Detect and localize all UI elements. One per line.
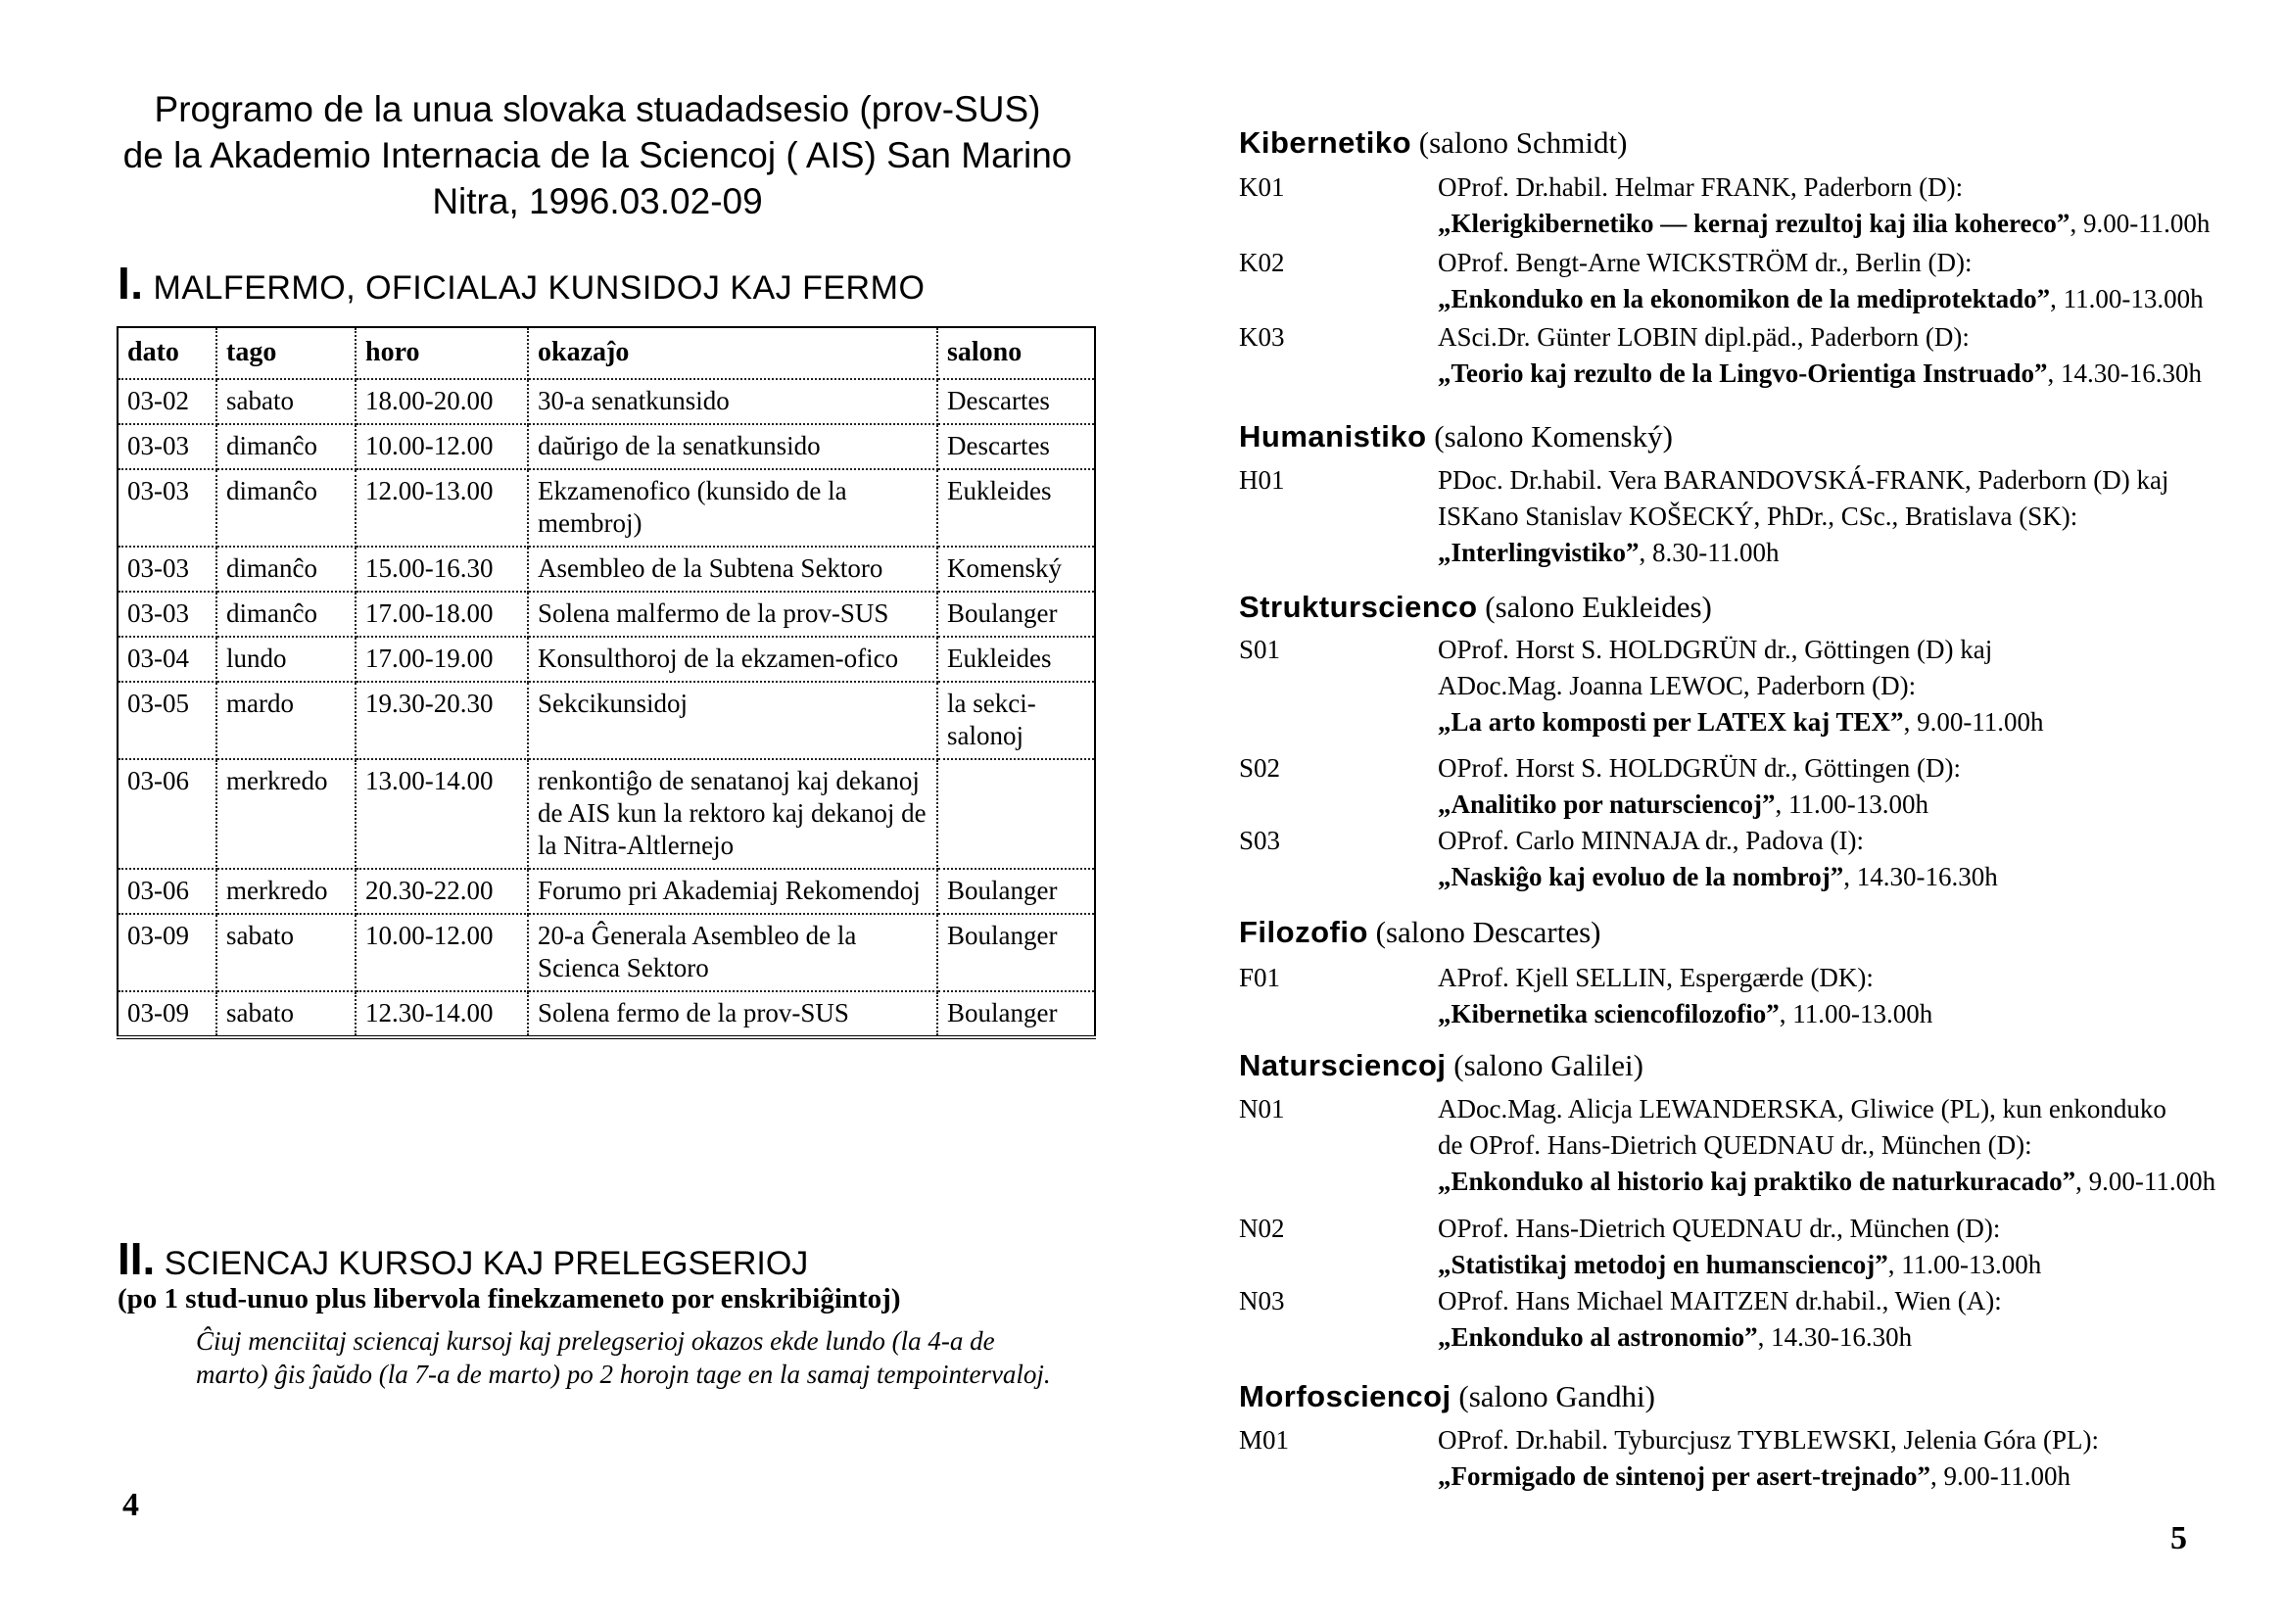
cell-room: la sekci-salonoj [937, 682, 1095, 759]
cell-event: Asembleo de la Subtena Sektoro [528, 547, 937, 592]
course-title-line [1438, 704, 2284, 740]
category-heading [1239, 915, 1600, 950]
page-number-left: 4 [122, 1487, 139, 1523]
lecturer-line: de OProf. Hans-Dietrich QUEDNAU dr., München (D): [1438, 1130, 2032, 1160]
cell-time: 12.30-14.00 [356, 991, 528, 1037]
category-heading [1239, 419, 1673, 454]
schedule-row [118, 592, 1095, 637]
category-heading [1239, 1048, 1643, 1083]
section-2-note: Ĉiuj menciitaj sciencaj kursoj kaj prelegserioj okazos ekde lundo (la 4-a de marto) ĝis ĵaŭdo (la 7-a de marto) po 2 horojn tage en la samaj tempointervaloj. [196, 1326, 1051, 1389]
schedule-row [118, 759, 1095, 869]
header-room: salono [937, 327, 1095, 379]
course-body [1438, 823, 2284, 895]
cell-room: Boulanger [937, 869, 1095, 914]
course-title-line [1438, 206, 2284, 242]
schedule-table [117, 326, 1096, 1039]
cell-day: dimanĉo [216, 424, 356, 469]
cell-day: sabato [216, 914, 356, 991]
category-name: Morfosciencoj [1239, 1379, 1451, 1413]
cell-date: 03-04 [118, 637, 216, 682]
cell-event: renkontiĝo de senatanoj kaj dekanoj de AIS kun la rektoro kaj dekanoj de la Nitra-Altlernejo [528, 759, 937, 869]
cell-room: Komenský [937, 547, 1095, 592]
course-time: , 9.00-11.00h [2070, 209, 2211, 238]
header-day: tago [216, 327, 356, 379]
course-code: S01 [1239, 635, 1281, 664]
cell-event: Konsulthoroj de la ekzamen-ofico [528, 637, 937, 682]
course-code: N03 [1239, 1286, 1285, 1315]
course-title-line [1438, 859, 2284, 895]
course-body [1438, 245, 2284, 317]
section-2-heading [118, 1232, 808, 1285]
lecturer-line: ADoc.Mag. Joanna LEWOC, Paderborn (D): [1438, 671, 1917, 700]
cell-time: 18.00-20.00 [356, 379, 528, 424]
lecturer-line: OProf. Horst S. HOLDGRÜN dr., Göttingen (D) kaj [1438, 635, 1993, 664]
course-title-line [1438, 1164, 2284, 1200]
course-title: „Statistikaj metodoj en humansciencojˮ [1438, 1250, 1888, 1279]
schedule-row [118, 469, 1095, 547]
lecturer-line: AProf. Kjell SELLIN, Espergærde (DK): [1438, 963, 1874, 992]
cell-event: Solena malfermo de la prov-SUS [528, 592, 937, 637]
course-time: , 11.00-13.00h [1887, 1250, 2042, 1279]
cell-date: 03-06 [118, 869, 216, 914]
schedule-row [118, 991, 1095, 1037]
cell-date: 03-09 [118, 914, 216, 991]
course-time: , 8.30-11.00h [1639, 538, 1780, 567]
course-title: „Enkonduko al astronomioˮ [1438, 1322, 1758, 1352]
schedule-row [118, 914, 1095, 991]
cell-date: 03-03 [118, 469, 216, 547]
course-code: F01 [1239, 963, 1281, 992]
course-time: , 11.00-13.00h [2050, 284, 2204, 313]
course-time: , 11.00-13.00h [1775, 789, 1929, 819]
cell-day: dimanĉo [216, 547, 356, 592]
course-title-line [1438, 787, 2284, 823]
course-time: , 9.00-11.00h [1929, 1461, 2070, 1491]
cell-date: 03-05 [118, 682, 216, 759]
schedule-row [118, 424, 1095, 469]
course-body [1438, 1422, 2284, 1495]
course-time: , 9.00-11.00h [1903, 707, 2044, 737]
cell-time: 10.00-12.00 [356, 914, 528, 991]
schedule-row [118, 637, 1095, 682]
cell-room: Boulanger [937, 991, 1095, 1037]
section-2-number: II. [118, 1233, 156, 1284]
course-code: N01 [1239, 1094, 1285, 1123]
category-heading [1239, 125, 1627, 161]
schedule-row [118, 547, 1095, 592]
cell-day: lundo [216, 637, 356, 682]
cell-day: dimanĉo [216, 592, 356, 637]
lecturer-line: OProf. Dr.habil. Tyburcjusz TYBLEWSKI, Jelenia Góra (PL): [1438, 1425, 2099, 1455]
course-body [1438, 1211, 2284, 1283]
program-title-line-2: de la Akademio Internacia de la Sciencoj ( AIS) San Marino [122, 135, 1072, 175]
cell-time: 17.00-18.00 [356, 592, 528, 637]
cell-time: 19.30-20.30 [356, 682, 528, 759]
section-1-title: MALFERMO, OFICIALAJ KUNSIDOJ KAJ FERMO [153, 269, 926, 307]
category-room: (salono Gandhi) [1458, 1379, 1655, 1413]
cell-day: merkredo [216, 759, 356, 869]
course-body [1438, 960, 2284, 1032]
cell-room: Eukleides [937, 469, 1095, 547]
cell-room [937, 759, 1095, 869]
program-title-line-1: Programo de la unua slovaka stuadadsesio (prov-SUS) [154, 89, 1041, 129]
cell-day: sabato [216, 991, 356, 1037]
cell-date: 03-06 [118, 759, 216, 869]
course-title: „La arto komposti per LATEX kaj TEXˮ [1438, 707, 1904, 737]
cell-date: 03-03 [118, 592, 216, 637]
category-name: Kibernetiko [1239, 125, 1412, 160]
course-body [1438, 750, 2284, 823]
schedule-row [118, 379, 1095, 424]
cell-room: Boulanger [937, 592, 1095, 637]
header-event: okazaĵo [528, 327, 937, 379]
lecturer-line: PDoc. Dr.habil. Vera BARANDOVSKÁ-FRANK, Paderborn (D) kaj [1438, 465, 2169, 495]
course-code: N02 [1239, 1214, 1285, 1243]
course-title: „Enkonduko al historio kaj praktiko de naturkuracadoˮ [1438, 1167, 2076, 1196]
cell-day: dimanĉo [216, 469, 356, 547]
course-time: , 14.30-16.30h [1757, 1322, 1913, 1352]
cell-time: 15.00-16.30 [356, 547, 528, 592]
header-time: horo [356, 327, 528, 379]
course-title-line [1438, 1319, 2284, 1356]
course-code: K02 [1239, 248, 1285, 277]
page-number-right: 5 [2170, 1520, 2187, 1556]
category-name: Strukturscienco [1239, 590, 1478, 624]
cell-time: 17.00-19.00 [356, 637, 528, 682]
cell-time: 10.00-12.00 [356, 424, 528, 469]
course-title-line [1438, 535, 2284, 571]
section-2-title: SCIENCAJ KURSOJ KAJ PRELEGSERIOJ [164, 1245, 809, 1282]
cell-event: 30-a senatkunsido [528, 379, 937, 424]
category-heading [1239, 1379, 1655, 1414]
course-title-line [1438, 996, 2284, 1032]
course-body [1438, 1283, 2284, 1356]
lecturer-line: OProf. Hans-Dietrich QUEDNAU dr., München (D): [1438, 1214, 2001, 1243]
course-code: H01 [1239, 465, 1285, 495]
course-code: K03 [1239, 322, 1285, 352]
course-code: S03 [1239, 826, 1281, 855]
course-title: „Kibernetika sciencofilozofioˮ [1438, 999, 1780, 1028]
course-time: , 9.00-11.00h [2075, 1167, 2216, 1196]
course-code: M01 [1239, 1425, 1290, 1455]
schedule-header-row [118, 327, 1095, 379]
course-time: , 14.30-16.30h [1843, 862, 1998, 891]
course-title-line [1438, 281, 2284, 317]
course-title: „Naskiĝo kaj evoluo de la nombrojˮ [1438, 862, 1844, 891]
category-room: (salono Schmidt) [1418, 125, 1628, 160]
right-page [1142, 0, 2284, 1624]
category-room: (salono Eukleides) [1485, 590, 1712, 624]
course-title: „Interlingvistikoˮ [1438, 538, 1640, 567]
cell-room: Eukleides [937, 637, 1095, 682]
category-name: Filozofio [1239, 915, 1368, 949]
category-room: (salono Komenský) [1434, 419, 1673, 454]
course-body [1438, 319, 2284, 392]
course-body [1438, 169, 2284, 242]
lecturer-line: OProf. Hans Michael MAITZEN dr.habil., Wien (A): [1438, 1286, 2002, 1315]
course-title: „Klerigkibernetiko — kernaj rezultoj kaj ilia koherecoˮ [1438, 209, 2070, 238]
course-title: „Formigado de sintenoj per asert-trejnadoˮ [1438, 1461, 1930, 1491]
cell-room: Descartes [937, 379, 1095, 424]
lecturer-line: OProf. Carlo MINNAJA dr., Padova (I): [1438, 826, 1864, 855]
cell-event: Ekzamenofico (kunsido de la membroj) [528, 469, 937, 547]
course-body [1438, 632, 2284, 740]
schedule-row [118, 869, 1095, 914]
cell-date: 03-02 [118, 379, 216, 424]
cell-room: Descartes [937, 424, 1095, 469]
course-code: S02 [1239, 753, 1281, 783]
course-title: „Teorio kaj rezulto de la Lingvo-Orientiga Instruadoˮ [1438, 358, 2048, 388]
lecturer-line: ISKano Stanislav KOŠECKÝ, PhDr., CSc., Bratislava (SK): [1438, 502, 2078, 531]
category-room: (salono Galilei) [1453, 1048, 1643, 1082]
course-title: „Enkonduko en la ekonomikon de la mediprotektadoˮ [1438, 284, 2051, 313]
course-title-line [1438, 356, 2284, 392]
course-title-line [1438, 1247, 2284, 1283]
schedule-row [118, 682, 1095, 759]
course-code: K01 [1239, 172, 1285, 202]
cell-day: sabato [216, 379, 356, 424]
course-time: , 14.30-16.30h [2047, 358, 2203, 388]
lecturer-line: OProf. Dr.habil. Helmar FRANK, Paderborn (D): [1438, 172, 1964, 202]
cell-time: 20.30-22.00 [356, 869, 528, 914]
course-title: „Analitiko por natursciencojˮ [1438, 789, 1776, 819]
cell-event: daŭrigo de la senatkunsido [528, 424, 937, 469]
cell-time: 12.00-13.00 [356, 469, 528, 547]
cell-event: Sekcikunsidoj [528, 682, 937, 759]
lecturer-line: OProf. Horst S. HOLDGRÜN dr., Göttingen (D): [1438, 753, 1961, 783]
section-1-number: I. [118, 258, 144, 309]
course-time: , 11.00-13.00h [1779, 999, 1933, 1028]
cell-day: mardo [216, 682, 356, 759]
cell-date: 03-03 [118, 424, 216, 469]
cell-event: Forumo pri Akademiaj Rekomendoj [528, 869, 937, 914]
header-date: dato [118, 327, 216, 379]
section-1-heading [118, 257, 925, 310]
cell-room: Boulanger [937, 914, 1095, 991]
category-name: Natursciencoj [1239, 1048, 1447, 1082]
category-room: (salono Descartes) [1375, 915, 1601, 949]
section-2-subtitle: (po 1 stud-unuo plus libervola finekzameneto por enskribiĝintoj) [118, 1283, 901, 1314]
category-heading [1239, 590, 1712, 625]
lecturer-line: ADoc.Mag. Alicja LEWANDERSKA, Gliwice (PL), kun enkonduko [1438, 1094, 2166, 1123]
lecturer-line: ASci.Dr. Günter LOBIN dipl.päd., Paderborn (D): [1438, 322, 1970, 352]
cell-date: 03-09 [118, 991, 216, 1037]
course-body [1438, 1091, 2284, 1200]
cell-date: 03-03 [118, 547, 216, 592]
course-title-line [1438, 1458, 2284, 1495]
program-title-line-3: Nitra, 1996.03.02-09 [432, 181, 763, 221]
cell-time: 13.00-14.00 [356, 759, 528, 869]
lecturer-line: OProf. Bengt-Arne WICKSTRÖM dr., Berlin (D): [1438, 248, 1973, 277]
course-body [1438, 462, 2284, 571]
cell-event: 20-a Ĝenerala Asembleo de la Scienca Sektoro [528, 914, 937, 991]
category-name: Humanistiko [1239, 419, 1427, 454]
cell-event: Solena fermo de la prov-SUS [528, 991, 937, 1037]
cell-day: merkredo [216, 869, 356, 914]
